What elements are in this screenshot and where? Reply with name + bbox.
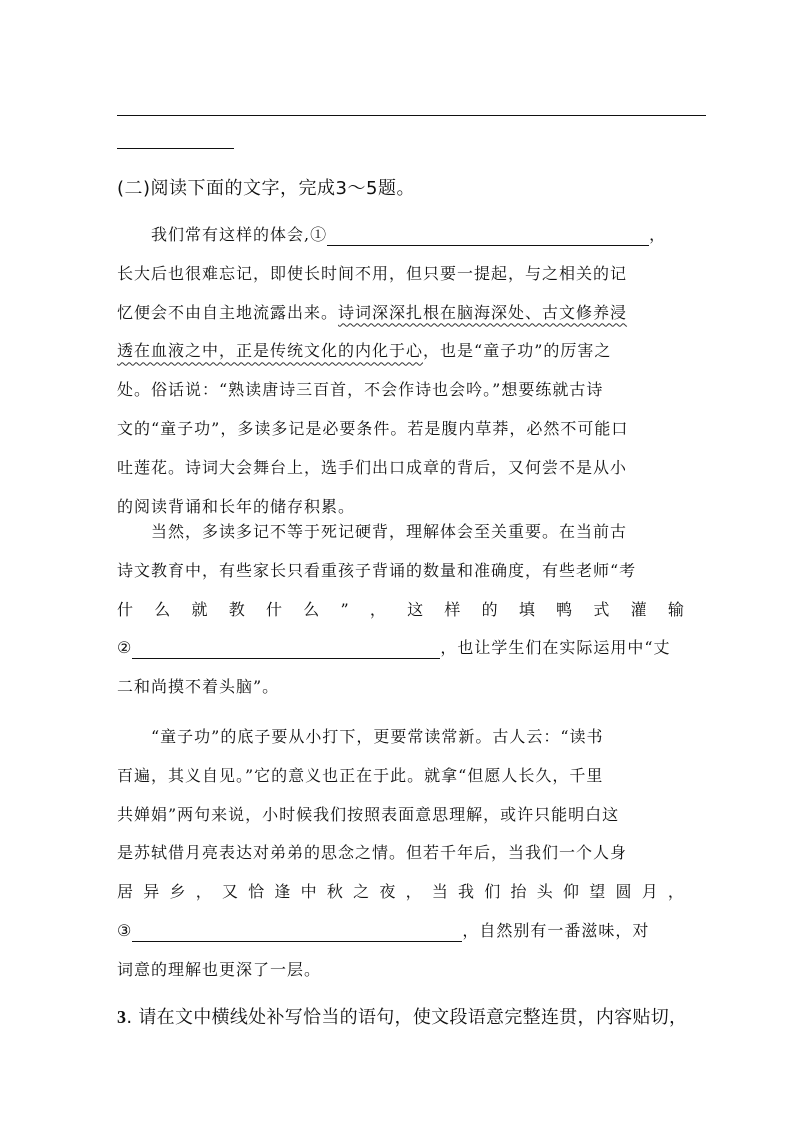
p3-line-5-char: 异: [143, 882, 161, 902]
question-number: 3: [117, 1007, 127, 1027]
p2-line-3-char: 么: [303, 599, 321, 619]
paragraph-1: [117, 216, 685, 526]
p2-line-5: 二和尚摸不着头脑”。: [117, 677, 280, 697]
p2-line-1: 当然，多读多记不等于死记硬背，理解体会至关重要。在当前古: [151, 522, 628, 541]
wavy-underlined-sentence-part-2: 透在血液之中，正是传统文化的内化于心: [117, 341, 424, 361]
p2-line-4: [117, 629, 685, 668]
p1-line-3: [117, 294, 685, 333]
p3-line-5-char: 头: [536, 882, 554, 902]
question-text: . 请在文中横线处补写恰当的语句，使文段语意完整连贯，内容贴切，: [126, 1007, 688, 1028]
p3-line-5-char: 居: [117, 882, 135, 902]
fill-blank-3[interactable]: [132, 919, 462, 942]
p3-line-3: 共婵娟”两句来说，小时候我们按照表面意思理解，或许只能明白这: [117, 804, 620, 824]
p3-line-5-char: 又: [221, 882, 239, 902]
p2-line-3-char: 什: [266, 599, 284, 619]
p2-line-3-char: 的: [481, 599, 499, 619]
p3-line-5-char: 乡: [169, 882, 187, 902]
p2-line-3-char: 什: [117, 599, 135, 619]
p2-line-3-char: 这: [407, 599, 425, 619]
p1-line-5: 处。俗话说：“熟读唐诗三百首，不会作诗也会吟。”想要练就古诗: [117, 380, 604, 400]
answer-line-long: [117, 115, 706, 116]
p3-line-2: 百遍，其义自见。”它的意义也正在于此。就拿“但愿人长久，千里: [117, 765, 604, 785]
p3-line-5: [117, 873, 685, 912]
paragraph-2: [117, 513, 685, 707]
p3-line-5-char: 月: [641, 882, 659, 902]
p3-line-5-char: 夜: [379, 882, 397, 902]
p2-line-3-char: 填: [518, 599, 536, 619]
p3-line-5-char: ，: [667, 882, 685, 902]
p3-line-5-char: 望: [589, 882, 607, 902]
p3-line-7: 词意的理解也更深了一层。: [117, 959, 322, 979]
p2-line-3-char: 灌: [630, 599, 648, 619]
p3-line-5-char: 们: [484, 882, 502, 902]
p1-line-6: 文的“童子功”，多读多记是必要条件。若是腹内草莽，必然不可能口: [117, 418, 629, 438]
p3-line-4: 是苏轼借月亮表达对弟弟的思念之情。但若千年后，当我们一个人身: [117, 843, 628, 863]
p3-line-5-char: 仰: [562, 882, 580, 902]
p2-line-3-char: 式: [593, 599, 611, 619]
blank-number-2: ②: [117, 638, 133, 658]
p1-line-1: [117, 216, 685, 255]
p2-line-3-char: 么: [154, 599, 172, 619]
fill-blank-2[interactable]: [132, 636, 440, 659]
p2-line-3: [117, 591, 685, 630]
p2-line-3-char: 样: [444, 599, 462, 619]
p2-line-3-char: 鸭: [556, 599, 574, 619]
paragraph-3: [117, 718, 685, 990]
p2-line-3-char: 就: [191, 599, 209, 619]
p3-line-6: [117, 912, 685, 951]
p3-line-5-char: ，: [195, 882, 213, 902]
p3-line-5-char: 之: [353, 882, 371, 902]
p3-line-1: “童子功”的底子要从小打下，更要常读常新。古人云：“读书: [151, 727, 604, 746]
p2-line-3-char: 输: [667, 599, 685, 619]
fill-blank-1[interactable]: [327, 223, 649, 246]
p1-line-8: 的阅读背诵和长年的储存积累。: [117, 496, 356, 516]
p3-line-5-char: 我: [458, 882, 476, 902]
p2-line-3-char: 教: [228, 599, 246, 619]
p3-line-5-char: 当: [431, 882, 449, 902]
p2-line-3-char: ，: [369, 599, 387, 619]
p1-line-4-text: ，也是“童子功”的厉害之: [423, 341, 612, 361]
section-title: (二)阅读下面的文字，完成3～5题。: [117, 178, 415, 199]
question-3: [117, 1003, 687, 1029]
p1-line-4: [117, 332, 685, 371]
blank-number-1: ①: [310, 225, 328, 244]
answer-line-short: [117, 148, 234, 149]
wavy-underlined-sentence-part-1: 诗词深深扎根在脑海深处、古文修养浸: [338, 302, 628, 322]
p3-line-5-char: 逢: [274, 882, 292, 902]
p3-line-6-end: ，自然别有一番滋味，对: [462, 920, 650, 940]
p1-line-7: 吐莲花。诗词大会舞台上，选手们出口成章的背后，又何尝不是从小: [117, 457, 628, 477]
p3-line-5-char: 中: [300, 882, 318, 902]
p2-line-3-char: ”: [340, 599, 350, 619]
p3-line-5-char: 恰: [248, 882, 266, 902]
p2-line-2: 诗文教育中，有些家长只看重孩子背诵的数量和准确度，有些老师“考: [117, 560, 637, 580]
p3-line-5-char: 抬: [510, 882, 528, 902]
p1-line-3-text: 忆便会不由自主地流露出来。: [117, 302, 339, 322]
p3-line-5-char: ，: [405, 882, 423, 902]
blank-number-3: ③: [117, 920, 133, 940]
p3-line-5-char: 圆: [615, 882, 633, 902]
p1-line-1-end: ，: [649, 225, 667, 244]
p1-line-1-text: 我们常有这样的体会,: [151, 225, 311, 244]
p3-line-5-char: 秋: [326, 882, 344, 902]
p2-line-4-end: ，也让学生们在实际运用中“丈: [440, 638, 671, 658]
p1-line-2: 长大后也很难忘记，即使长时间不用，但只要一提起，与之相关的记: [117, 263, 628, 283]
